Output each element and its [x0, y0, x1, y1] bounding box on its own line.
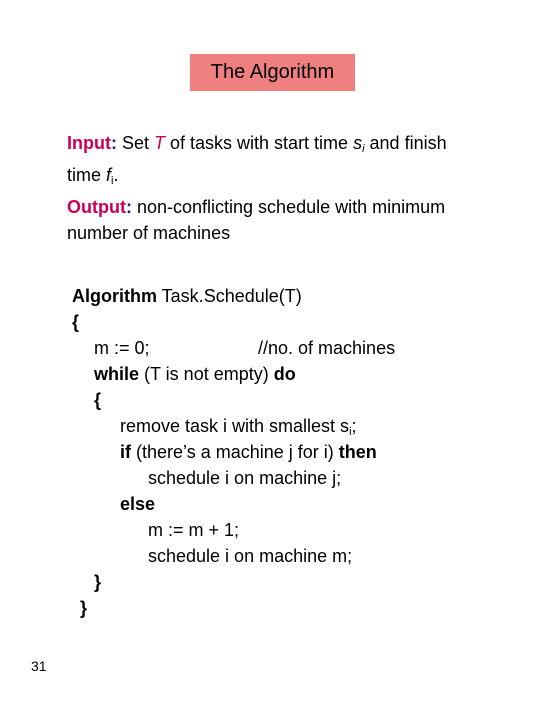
- output-label: Output: [67, 197, 126, 217]
- algo-header: [72, 283, 302, 309]
- outer-open-brace: {: [72, 312, 80, 332]
- input-label: Input: [67, 133, 111, 153]
- input-line-2: [67, 162, 517, 194]
- output-text-1: non-conflicting schedule with minimum: [131, 197, 446, 217]
- else-keyword: else: [120, 494, 156, 514]
- algorithm-name: Task.Schedule(T): [157, 286, 302, 306]
- while-keyword: while: [94, 364, 140, 384]
- input-line-2-text: time: [67, 165, 107, 185]
- remove-line: [120, 413, 357, 439]
- increment-line: m := m + 1;: [148, 520, 240, 540]
- input-output-block: [67, 130, 517, 246]
- finish-time-subscript: i: [111, 175, 114, 187]
- inner-open-brace: {: [94, 390, 102, 410]
- page-number: 31: [31, 658, 47, 674]
- do-keyword: do: [273, 364, 296, 384]
- output-line-2: [67, 220, 517, 246]
- if-condition: (there’s a machine j for i): [131, 442, 339, 462]
- input-text-2: of tasks with start time: [165, 133, 354, 153]
- input-text-3: and finish: [364, 133, 447, 153]
- title-box: [190, 54, 355, 91]
- remove-end: ;: [351, 416, 357, 436]
- slide-title: The Algorithm: [210, 61, 335, 83]
- input-period: .: [113, 165, 119, 185]
- init-code: m := 0;: [94, 338, 150, 358]
- schedule-j-line: schedule i on machine j;: [148, 468, 342, 488]
- while-condition: (T is not empty): [139, 364, 274, 384]
- input-set-T: T: [154, 133, 166, 153]
- if-line: [120, 439, 377, 465]
- finish-time-symbol: f: [106, 165, 112, 185]
- start-time-subscript: i: [362, 143, 365, 155]
- input-line-1: [67, 130, 517, 162]
- output-line-1: [67, 194, 517, 220]
- algorithm-keyword: Algorithm: [72, 286, 157, 306]
- remove-text: remove task i with smallest s: [120, 416, 350, 436]
- start-time-symbol: s: [353, 133, 363, 153]
- remove-subscript: i: [349, 426, 352, 438]
- outer-close-brace: }: [80, 598, 88, 618]
- init-comment-row: [72, 335, 412, 361]
- then-keyword: then: [338, 442, 377, 462]
- input-text-1: Set: [116, 133, 155, 153]
- while-line: [94, 361, 296, 387]
- input-colon: :: [110, 133, 117, 153]
- if-keyword: if: [120, 442, 131, 462]
- schedule-m-line: schedule i on machine m;: [148, 546, 353, 566]
- output-text-2: number of machines: [67, 223, 231, 243]
- output-colon: :: [125, 197, 132, 217]
- inner-close-brace: }: [94, 572, 102, 592]
- init-comment: //no. of machines: [258, 338, 396, 358]
